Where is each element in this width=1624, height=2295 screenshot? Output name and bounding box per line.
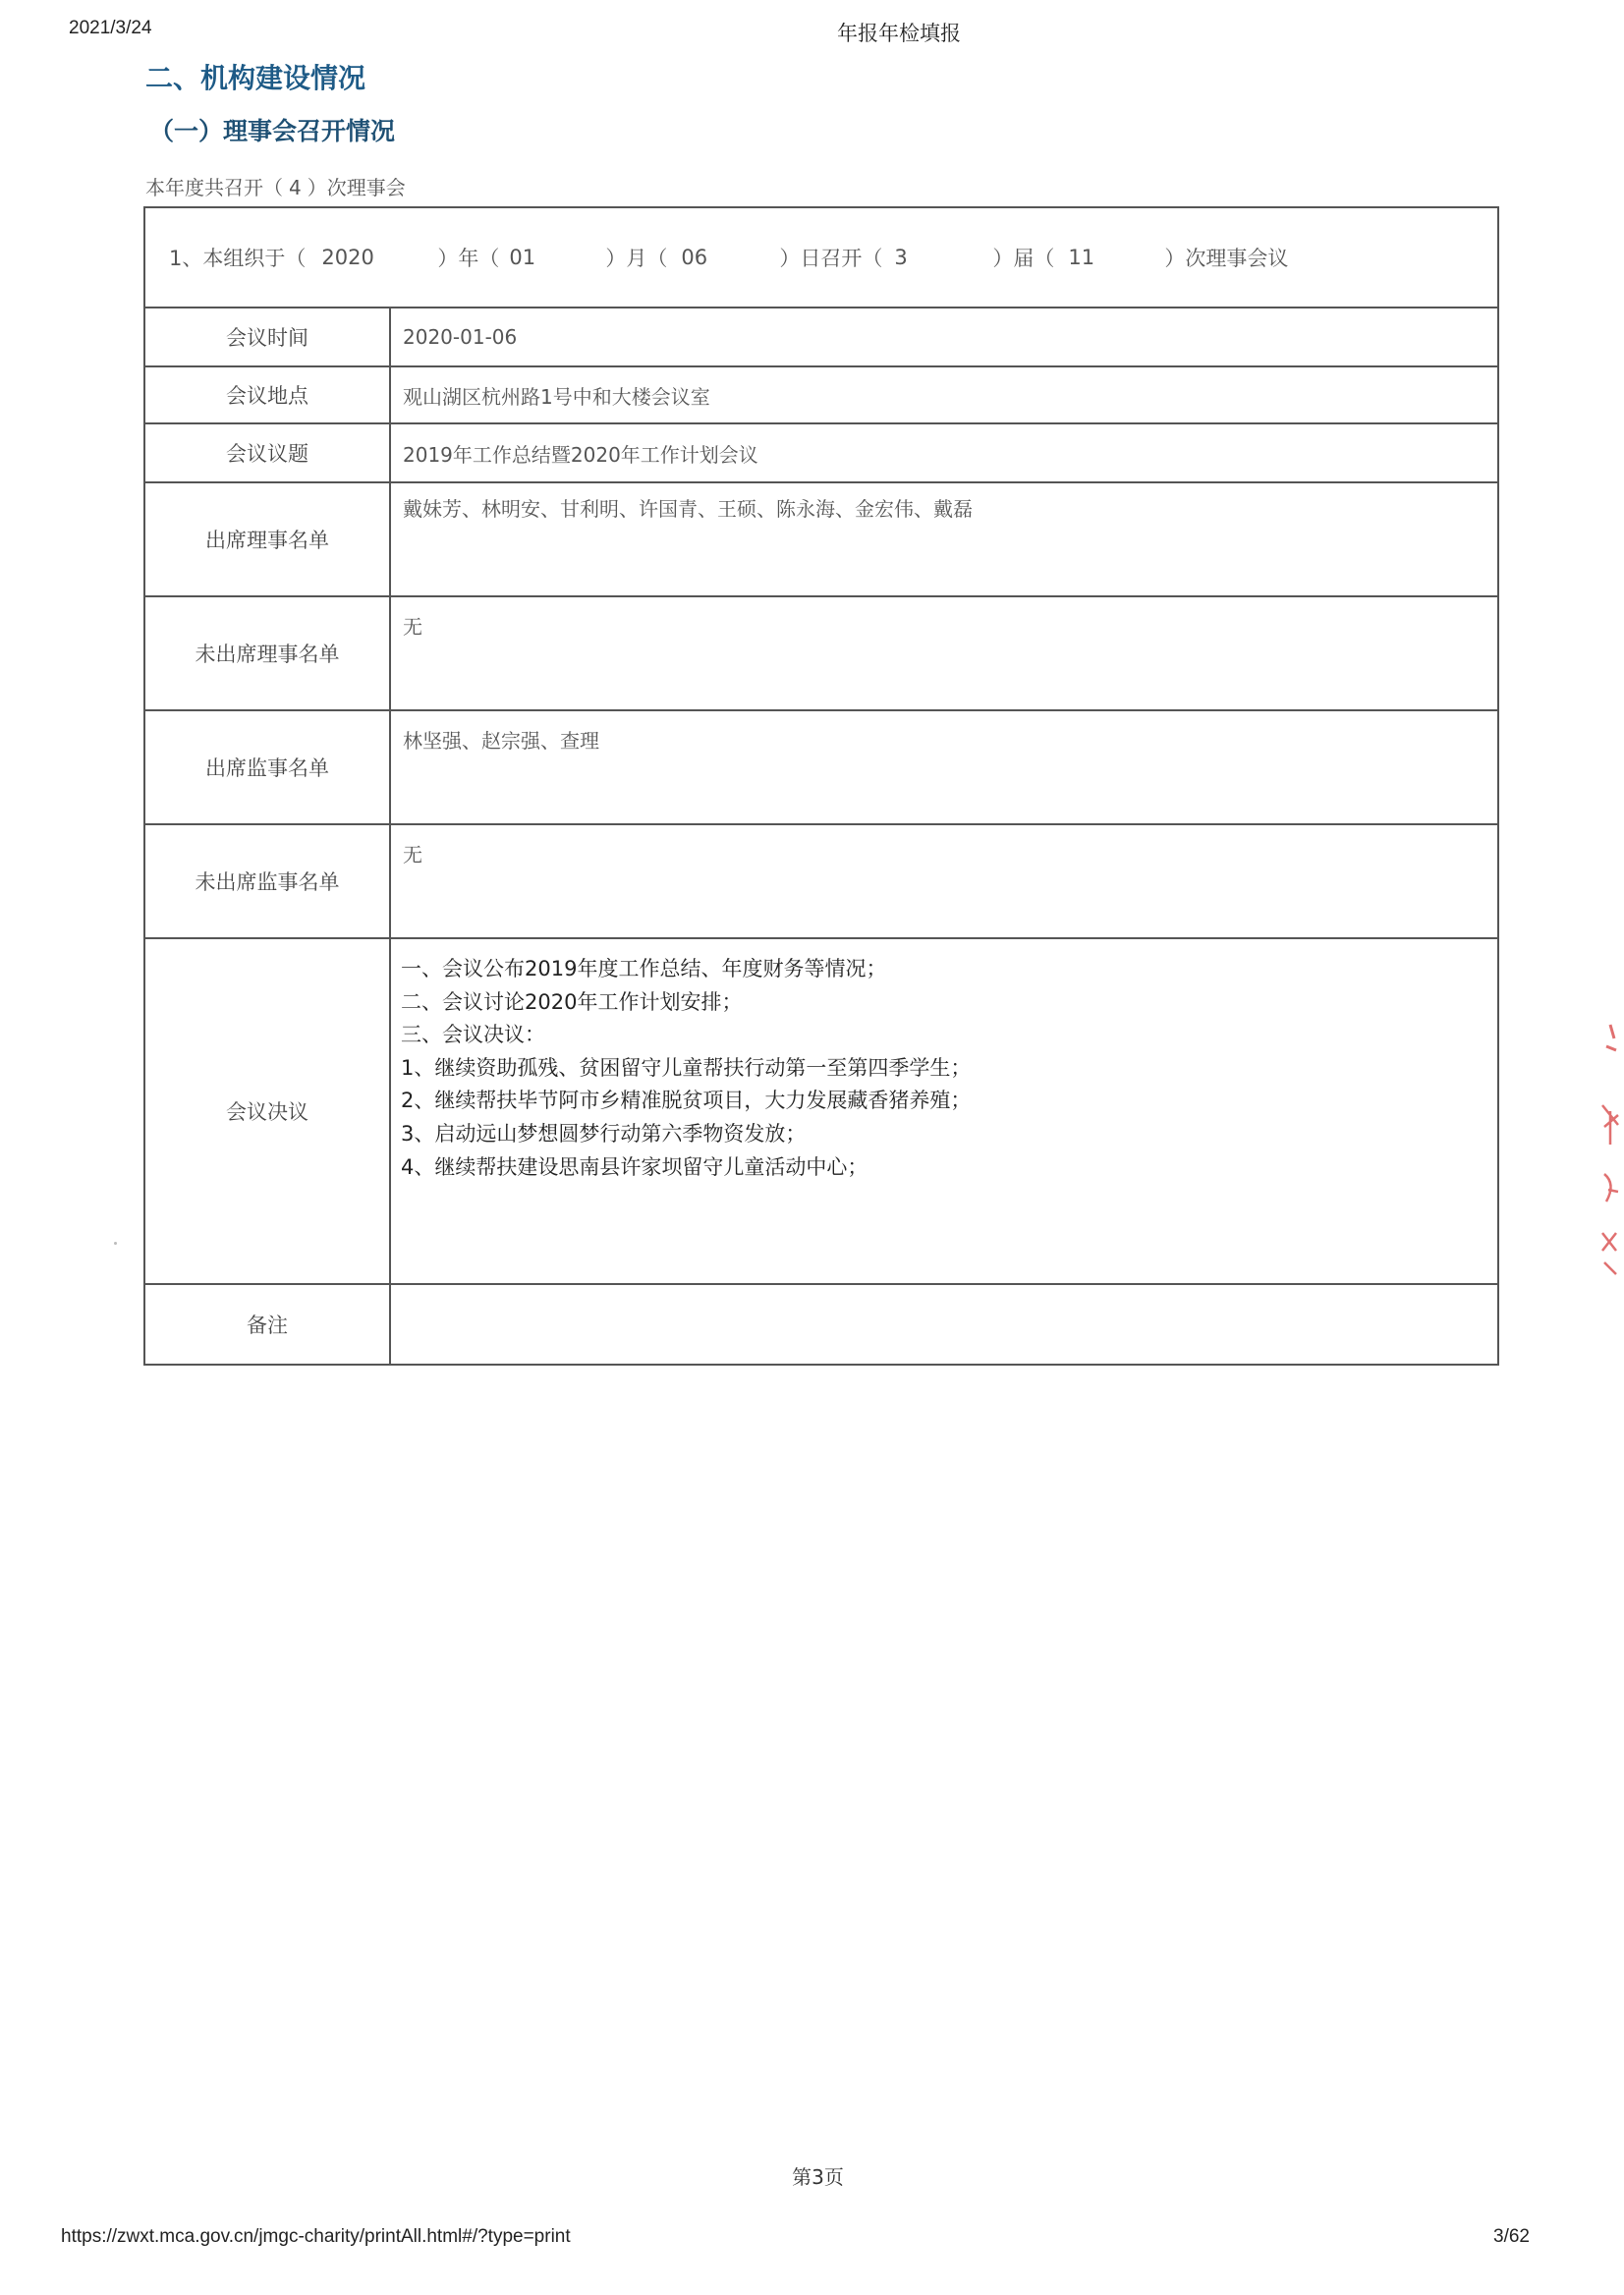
resolution-line: 三、会议决议：: [401, 1023, 545, 1047]
remarks-label: 备注: [145, 1285, 391, 1364]
absent-directors-value: 无: [403, 615, 422, 639]
meeting-topic-row: [145, 424, 1497, 483]
present-directors-value: 戴妹芳、林明安、甘利明、许国青、王硕、陈永海、金宏伟、戴磊: [403, 497, 973, 521]
meeting-line-text: ）届（: [992, 247, 1055, 270]
resolutions-label: 会议决议: [145, 939, 391, 1283]
meeting-year: 2020: [321, 246, 374, 269]
resolution-line: 一、会议公布2019年度工作总结、年度财务等情况；: [401, 957, 887, 980]
meeting-table: [143, 206, 1499, 1366]
meeting-time-label: 会议时间: [145, 308, 391, 365]
subsection-title: （一）理事会召开情况: [149, 117, 396, 145]
page-number: 第3页: [792, 2165, 844, 2189]
present-directors-row: [145, 483, 1497, 597]
print-url: https://zwxt.mca.gov.cn/jmgc-charity/printAll.html#/?type=print: [61, 2226, 571, 2247]
present-directors-label: 出席理事名单: [145, 483, 391, 595]
resolutions-list: [401, 953, 971, 1184]
meeting-month: 01: [509, 246, 536, 269]
summary-prefix: 本年度共召开（: [145, 176, 283, 199]
remarks-row: [145, 1285, 1497, 1364]
meeting-line-text: ）次理事会议: [1164, 247, 1289, 270]
meeting-line-text: ）月（: [605, 247, 668, 270]
meeting-time-value: 2020-01-06: [403, 325, 518, 349]
resolution-line: 3、启动远山梦想圆梦行动第六季物资发放；: [401, 1121, 807, 1146]
meeting-place-label: 会议地点: [145, 367, 391, 422]
meeting-line-text: 1、本组织于（: [169, 247, 307, 270]
scan-speck: [114, 1242, 117, 1245]
board-meeting-summary: [145, 172, 406, 200]
resolution-line: 2、继续帮扶毕节阿市乡精准脱贫项目，大力发展藏香猪养殖；: [401, 1089, 972, 1113]
resolution-line: 1、继续资助孤残、贫困留守儿童帮扶行动第一至第四季学生；: [401, 1055, 972, 1080]
meeting-place-row: [145, 367, 1497, 424]
present-supervisors-label: 出席监事名单: [145, 711, 391, 823]
meeting-place-value: 观山湖区杭州路1号中和大楼会议室: [403, 384, 710, 409]
meeting-line-text: ）年（: [437, 247, 500, 270]
print-page-count: 3/62: [1493, 2226, 1530, 2247]
meeting-topic-label: 会议议题: [145, 424, 391, 481]
resolution-line: 4、继续帮扶建设思南县许家坝留守儿童活动中心；: [401, 1154, 868, 1179]
summary-count: 4: [289, 176, 302, 199]
meeting-day: 06: [681, 246, 708, 269]
present-supervisors-value: 林坚强、赵宗强、查理: [403, 729, 599, 753]
summary-suffix: ）次理事会: [307, 176, 406, 199]
meeting-topic-value: 2019年工作总结暨2020年工作计划会议: [403, 442, 758, 467]
meeting-line-text: ）日召开（: [779, 247, 883, 270]
meeting-session: 3: [894, 246, 908, 269]
absent-supervisors-row: [145, 825, 1497, 939]
print-header-title: 年报年检填报: [837, 22, 961, 45]
meeting-info-line: [169, 208, 1497, 307]
remarks-value: [393, 1285, 1497, 1364]
stamp-fragment-icon: [1596, 1017, 1622, 1282]
section-title: 二、机构建设情况: [145, 62, 366, 94]
print-date: 2021/3/24: [69, 18, 152, 38]
absent-directors-row: [145, 597, 1497, 711]
absent-supervisors-value: 无: [403, 843, 422, 867]
resolution-line: 二、会议讨论2020年工作计划安排；: [401, 989, 743, 1014]
meeting-number: 11: [1068, 246, 1095, 269]
resolutions-row: [145, 939, 1497, 1285]
meeting-info-row: [145, 208, 1497, 308]
absent-supervisors-label: 未出席监事名单: [145, 825, 391, 937]
present-supervisors-row: [145, 711, 1497, 825]
meeting-time-row: [145, 308, 1497, 367]
absent-directors-label: 未出席理事名单: [145, 597, 391, 709]
